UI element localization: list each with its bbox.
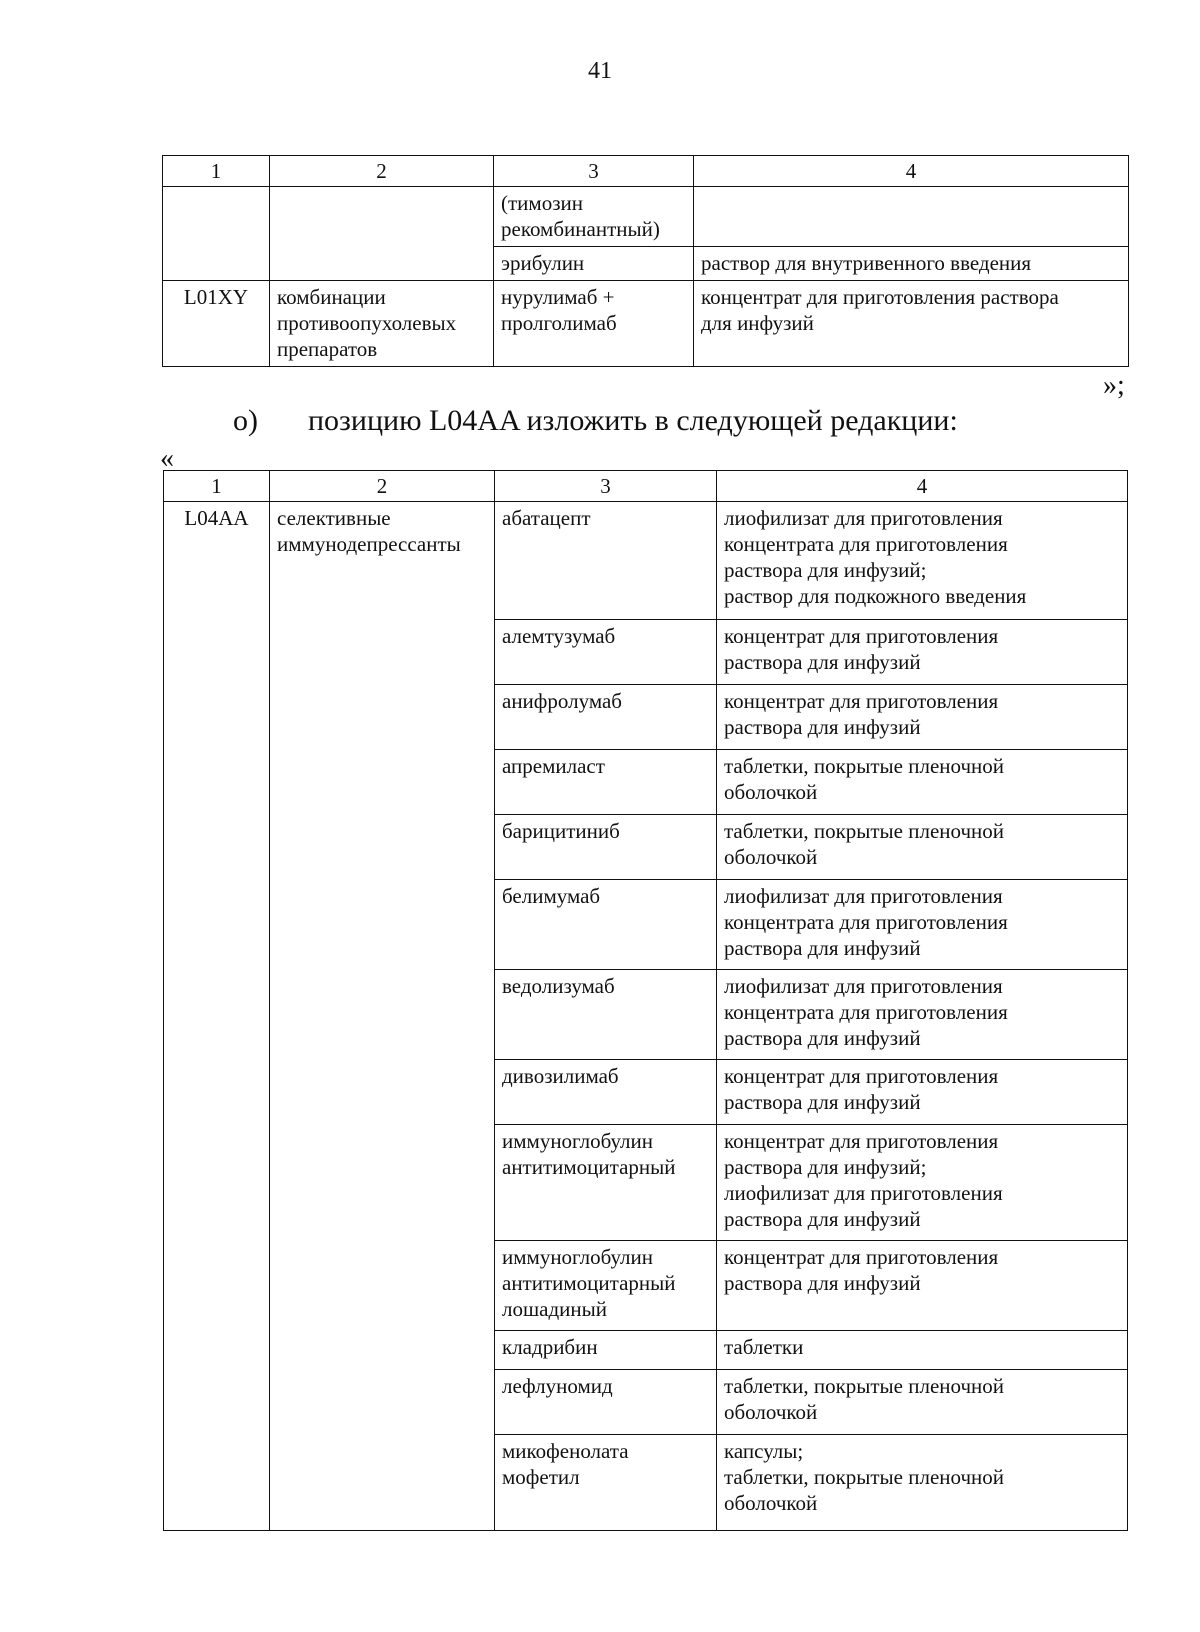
header-cell: 1 bbox=[164, 471, 270, 502]
opening-quote: « bbox=[160, 443, 174, 474]
form-cell bbox=[694, 187, 1129, 247]
drug-table-l04aa bbox=[163, 470, 1128, 1531]
atc-code-cell: L01XY bbox=[163, 281, 270, 367]
form-cell: таблетки, покрытые пленочной оболочкой bbox=[717, 815, 1128, 880]
header-cell: 3 bbox=[495, 471, 717, 502]
form-cell: таблетки, покрытые пленочной оболочкой bbox=[717, 750, 1128, 815]
drug-cell: нурулимаб + пролголимаб bbox=[494, 281, 694, 367]
header-row bbox=[164, 471, 1128, 502]
amendment-instruction bbox=[233, 404, 958, 438]
form-cell: концентрат для приготовления раствора для инфузий; лиофилизат для приготовления раствора для инфузий bbox=[717, 1125, 1128, 1241]
drug-cell: кладрибин bbox=[495, 1331, 717, 1370]
table-row bbox=[163, 187, 1129, 247]
closing-quote: »; bbox=[1103, 370, 1125, 401]
instruction-text: позицию L04AA изложить в следующей редакции: bbox=[308, 404, 958, 437]
drug-cell: белимумаб bbox=[495, 880, 717, 970]
drug-cell: иммуноглобулин антитимоцитарный лошадиный bbox=[495, 1241, 717, 1331]
drug-table-continued bbox=[162, 155, 1129, 367]
form-cell: лиофилизат для приготовления концентрата для приготовления раствора для инфузий bbox=[717, 880, 1128, 970]
form-cell: концентрат для приготовления раствора для инфузий bbox=[717, 1060, 1128, 1125]
group-cell bbox=[270, 187, 494, 281]
drug-cell: апремиласт bbox=[495, 750, 717, 815]
form-cell: концентрат для приготовления раствора для инфузий bbox=[717, 620, 1128, 685]
group-cell: комбинации противоопухолевых препаратов bbox=[270, 281, 494, 367]
form-cell: таблетки, покрытые пленочной оболочкой bbox=[717, 1370, 1128, 1435]
header-cell: 3 bbox=[494, 156, 694, 187]
atc-code-cell: L04AA bbox=[164, 502, 270, 1531]
drug-cell: алемтузумаб bbox=[495, 620, 717, 685]
header-cell: 4 bbox=[717, 471, 1128, 502]
table-row bbox=[163, 281, 1129, 367]
drug-cell: абатацепт bbox=[495, 502, 717, 620]
form-cell: концентрат для приготовления раствора для инфузий bbox=[717, 1241, 1128, 1331]
drug-cell: (тимозин рекомбинантный) bbox=[494, 187, 694, 247]
drug-cell: лефлуномид bbox=[495, 1370, 717, 1435]
item-letter: о) bbox=[233, 404, 258, 437]
header-cell: 2 bbox=[270, 156, 494, 187]
form-cell: лиофилизат для приготовления концентрата для приготовления раствора для инфузий; раствор для подкожного введения bbox=[717, 502, 1128, 620]
drug-cell: иммуноглобулин антитимоцитарный bbox=[495, 1125, 717, 1241]
form-cell: таблетки bbox=[717, 1331, 1128, 1370]
drug-cell: микофенолата мофетил bbox=[495, 1435, 717, 1531]
header-cell: 4 bbox=[694, 156, 1129, 187]
group-cell: селективные иммунодепрессанты bbox=[270, 502, 495, 1531]
form-cell: концентрат для приготовления раствора для инфузий bbox=[717, 685, 1128, 750]
drug-cell: анифролумаб bbox=[495, 685, 717, 750]
drug-cell: эрибулин bbox=[494, 247, 694, 281]
drug-cell: барицитиниб bbox=[495, 815, 717, 880]
header-cell: 2 bbox=[270, 471, 495, 502]
header-cell: 1 bbox=[163, 156, 270, 187]
form-cell: лиофилизат для приготовления концентрата для приготовления раствора для инфузий bbox=[717, 970, 1128, 1060]
page-number: 41 bbox=[588, 58, 612, 84]
table-row bbox=[164, 502, 1128, 620]
drug-cell: ведолизумаб bbox=[495, 970, 717, 1060]
form-cell: капсулы; таблетки, покрытые пленочной оболочкой bbox=[717, 1435, 1128, 1531]
form-cell: концентрат для приготовления раствора для инфузий bbox=[694, 281, 1129, 367]
atc-code-cell bbox=[163, 187, 270, 281]
drug-cell: дивозилимаб bbox=[495, 1060, 717, 1125]
form-cell: раствор для внутривенного введения bbox=[694, 247, 1129, 281]
header-row bbox=[163, 156, 1129, 187]
